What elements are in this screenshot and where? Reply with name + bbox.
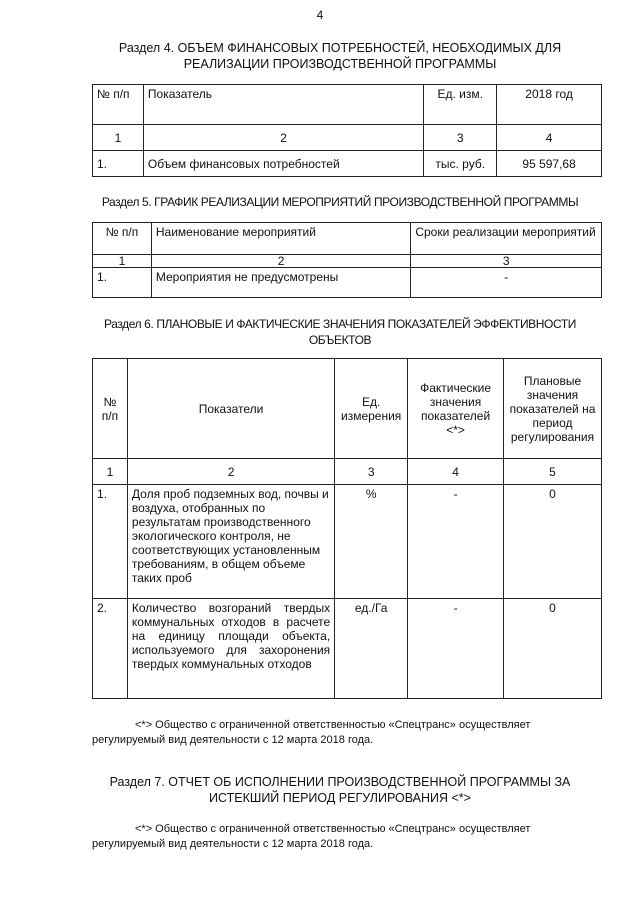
table-number-row (93, 255, 602, 268)
row-fact: - (408, 485, 504, 599)
column-number: 5 (504, 459, 602, 485)
section7-title-line1: Раздел 7. ОТЧЕТ ОБ ИСПОЛНЕНИИ ПРОИЗВОДСТВЕННОЙ ПРОГРАММЫ ЗА (109, 775, 571, 789)
table-row (93, 485, 602, 599)
row-number: 1. (93, 151, 144, 177)
header-cell: Ед. измерения (335, 359, 408, 459)
column-number: 3 (424, 125, 497, 151)
row-term: - (411, 268, 602, 298)
row-value: 95 597,68 (497, 151, 602, 177)
header-cell: Сроки реализации мероприятий (411, 223, 602, 255)
table-header-row (93, 223, 602, 255)
section4-title-line1: Раздел 4. ОБЪЕМ ФИНАНСОВЫХ ПОТРЕБНОСТЕЙ, НЕОБХОДИМЫХ ДЛЯ (118, 41, 562, 55)
column-number: 2 (151, 255, 410, 268)
footnote-line2: регулируемый вид деятельности с 12 марта 2018 года. (92, 838, 374, 850)
table-header-row (93, 85, 602, 125)
row-plan: 0 (504, 599, 602, 699)
header-cell: 2018 год (497, 85, 602, 125)
header-cell: Ед. изм. (424, 85, 497, 125)
row-fact: - (408, 599, 504, 699)
header-cell: № п/п (93, 85, 144, 125)
row-number: 2. (93, 599, 128, 699)
header-cell: Показатели (127, 359, 334, 459)
footnote-line2: регулируемый вид деятельности с 12 марта 2018 года. (92, 734, 374, 746)
row-number: 1. (93, 268, 152, 298)
header-cell: № п/п (93, 223, 152, 255)
section6-table (92, 358, 602, 699)
header-cell: Наименование мероприятий (151, 223, 410, 255)
table-number-row (93, 125, 602, 151)
table-row (93, 268, 602, 298)
column-number: 1 (93, 255, 152, 268)
section4-table (92, 84, 602, 177)
header-cell: Показатель (143, 85, 423, 125)
table-number-row (93, 459, 602, 485)
row-name: Доля проб подземных вод, почвы и воздуха, отобранных по результатам производственного экологического контроля, не соответствующих установленным требованиям, в общем объеме таких проб (127, 485, 334, 599)
column-number: 1 (93, 459, 128, 485)
row-plan: 0 (504, 485, 602, 599)
section6-title-line1: Раздел 6. ПЛАНОВЫЕ И ФАКТИЧЕСКИЕ ЗНАЧЕНИЯ ПОКАЗАТЕЛЕЙ ЭФФЕКТИВНОСТИ (103, 317, 577, 331)
column-number: 4 (408, 459, 504, 485)
section7-footnote (92, 822, 600, 852)
section6-title-line2: ОБЪЕКТОВ (308, 333, 372, 347)
row-unit: тыс. руб. (424, 151, 497, 177)
row-name: Количество возгораний твердых коммунальных отходов в расчете на единицу площади объекта, используемого для захоронения твердых коммунальных отходов (127, 599, 334, 699)
row-unit: ед./Га (335, 599, 408, 699)
header-cell: Фактические значения показателей <*> (408, 359, 504, 459)
row-name: Объем финансовых потребностей (143, 151, 423, 177)
section5-table (92, 222, 602, 298)
section6-title (60, 316, 620, 348)
column-number: 4 (497, 125, 602, 151)
column-number: 2 (143, 125, 423, 151)
row-unit: % (335, 485, 408, 599)
section7-title-line2: ИСТЕКШИЙ ПЕРИОД РЕГУЛИРОВАНИЯ <*> (209, 791, 471, 805)
section5-title: Раздел 5. ГРАФИК РЕАЛИЗАЦИИ МЕРОПРИЯТИЙ ПРОИЗВОДСТВЕННОЙ ПРОГРАММЫ (101, 195, 579, 209)
footnote-line1: <*> Общество с ограниченной ответственностью «Спецтранс» осуществляет (135, 823, 531, 835)
column-number: 1 (93, 125, 144, 151)
table-row (93, 599, 602, 699)
row-name: Мероприятия не предусмотрены (151, 268, 410, 298)
header-cell: Плановые значения показателей на период регулирования (504, 359, 602, 459)
table-header-row (93, 359, 602, 459)
column-number: 2 (127, 459, 334, 485)
column-number: 3 (335, 459, 408, 485)
header-cell: № п/п (93, 359, 128, 459)
footnote-line1: <*> Общество с ограниченной ответственностью «Спецтранс» осуществляет (135, 719, 531, 731)
table-row (93, 151, 602, 177)
row-number: 1. (93, 485, 128, 599)
section4-title-line2: РЕАЛИЗАЦИИ ПРОИЗВОДСТВЕННОЙ ПРОГРАММЫ (183, 57, 497, 71)
page-number: 4 (316, 8, 324, 22)
section4-title (60, 40, 620, 72)
column-number: 3 (411, 255, 602, 268)
section7-title (60, 774, 620, 806)
section6-footnote (92, 718, 600, 748)
